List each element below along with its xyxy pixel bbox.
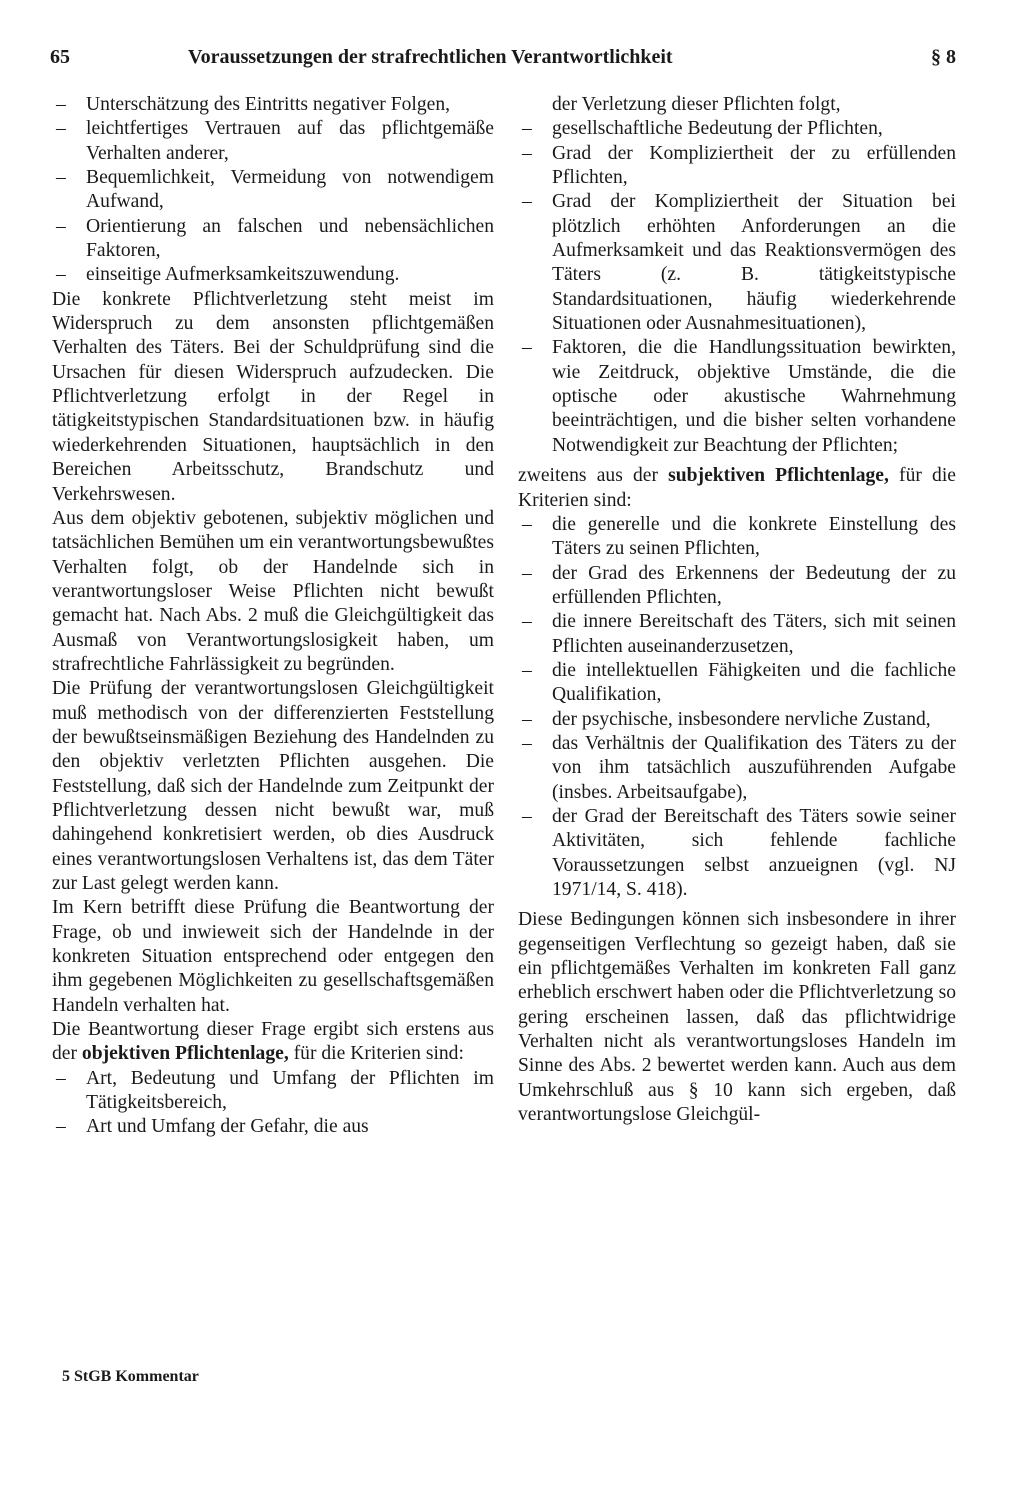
running-title: Voraussetzungen der strafrechtlichen Verantwortlichkeit: [188, 46, 673, 68]
list-item: – Grad der Kompliziertheit der zu erfüllenden Pflichten,: [518, 142, 956, 191]
list-item: – Art, Bedeutung und Umfang der Pflichten im Tätigkeitsbereich,: [52, 1067, 494, 1116]
list-item: – leichtfertiges Vertrauen auf das pflichtgemäße Verhalten anderer,: [52, 117, 494, 166]
list-item: – Grad der Kompliziertheit der Situation bei plötzlich erhöhten Anforderungen an die Aufmerksamkeit und das Reaktionsvermögen des Täters (z. B. tätigkeitstypische Standardsituationen, häufig wiederkehrende Situationen oder Ausnahmesituationen),: [518, 190, 956, 336]
list-item: – das Verhältnis der Qualifikation des Täters zu der von ihm tatsächlich auszuführenden Aufgabe (insbes. Arbeitsaufgabe),: [518, 732, 956, 805]
paragraph: Aus dem objektiv gebotenen, subjektiv möglichen und tatsächlichen Bemühen um ein verantwortungsbewußtes Verhalten folgt, ob der Handelnde sich in verantwortungsloser Weise Pflichten nicht bewußt gemacht hat. Nach Abs. 2 muß die Gleichgültigkeit das Ausmaß von Verantwortungslosigkeit haben, um strafrechtliche Fahrlässigkeit zu begründen.: [52, 507, 494, 675]
list-item: – der psychische, insbesondere nervliche Zustand,: [518, 708, 956, 732]
paragraph: Die konkrete Pflichtverletzung steht meist im Widerspruch zu dem ansonsten pflichtgemäßen Verhalten des Täters. Bei der Schuldprüfung sind die Ursachen für diesen Widerspruch aufzudecken. Die Pflichtverletzung erfolgt in der Regel in tätigkeitstypischen Standardsituationen bzw. in häufig wiederkehrenden Situationen, hauptsächlich in den Bereichen Arbeitsschutz, Brandschutz und Verkehrswesen.: [52, 288, 494, 505]
paragraph-text: für die Kriterien sind:: [288, 1043, 464, 1065]
list-item: – die generelle und die konkrete Einstellung des Täters zu seinen Pflichten,: [518, 513, 956, 562]
paragraph: Diese Bedingungen können sich insbesondere in ihrer gegenseitigen Verflechtung so gezeigt haben, daß sie ein pflichtgemäßes Verhalten im konkreten Fall ganz erheblich erschwert haben oder die Pflichtverletzung so gering erscheinen lassen, daß das pflichtwidrige Verhalten nicht als verantwortungsloses Handeln im Sinne des Abs. 2 bewertet werden kann. Auch aus dem Umkehrschluß aus § 10 kann sich ergeben, daß verantwortungslose Gleichgül-: [518, 909, 956, 1126]
paragraph: [518, 464, 956, 513]
paragraph-text: Die Beantwortung dieser Frage ergibt sich erstens aus der: [52, 1019, 494, 1065]
page-number: 65: [50, 46, 70, 68]
list-item: – gesellschaftliche Bedeutung der Pflichten,: [518, 117, 956, 141]
left-column: [52, 93, 494, 1140]
section-marker: § 8: [931, 46, 956, 68]
list-item: – Faktoren, die die Handlungssituation bewirkten, wie Zeitdruck, objektive Umstände, die die optische oder akustische Wahrnehmung beeinträchtigen, und die bisher selten vorhandene Notwendigkeit zur Beachtung der Pflichten;: [518, 336, 956, 458]
right-column: [518, 93, 956, 1127]
list-item: – die innere Bereitschaft des Täters, sich mit seinen Pflichten auseinanderzusetzen,: [518, 610, 956, 659]
paragraph-text: für die Kriterien sind:: [518, 465, 956, 511]
list-item: – Art und Umfang der Gefahr, die aus: [52, 1115, 494, 1139]
list-item: – die intellektuellen Fähigkeiten und die fachliche Qualifikation,: [518, 659, 956, 708]
paragraph: Die Prüfung der verantwortungslosen Gleichgültigkeit muß methodisch von der differenzierten Feststellung der bewußtseinsmäßigen Beziehung des Handelnden zu den objektiv verletzten Pflichten ausgehen. Die Feststellung, daß sich der Handelnde zum Zeitpunkt der Pflichtverletzung dessen nicht bewußt war, muß dahingehend konkretisiert werden, ob dies Ausdruck eines verantwortungslosen Verhaltens ist, das dem Täter zur Last gelegt werden kann.: [52, 678, 494, 894]
list-item: – Bequemlichkeit, Vermeidung von notwendigem Aufwand,: [52, 166, 494, 215]
list-item: – Orientierung an falschen und nebensächlichen Faktoren,: [52, 215, 494, 264]
list-item: – Unterschätzung des Eintritts negativer Folgen,: [52, 93, 494, 117]
emphasis: objektiven Pflichtenlage,: [81, 1043, 289, 1065]
page-header: [50, 42, 956, 78]
list-item: – der Grad des Erkennens der Bedeutung der zu erfüllenden Pflichten,: [518, 562, 956, 611]
list-item: – der Grad der Bereitschaft des Täters sowie seiner Aktivitäten, sich fehlende fachliche Voraussetzungen selbst anzueignen (vgl. NJ 1971/14, S. 418).: [518, 805, 956, 902]
list-item: – einseitige Aufmerksamkeitszuwendung.: [52, 263, 494, 287]
paragraph-text: zweitens aus der: [518, 465, 669, 487]
emphasis: subjektiven Pflichtenlage,: [668, 465, 889, 487]
paragraph: [52, 1018, 494, 1067]
list-item-continuation: der Verletzung dieser Pflichten folgt,: [552, 94, 841, 115]
page-footer: 5 StGB Kommentar: [62, 1368, 199, 1385]
paragraph: Im Kern betrifft diese Prüfung die Beantwortung der Frage, ob und inwieweit sich der Handelnde in der konkreten Situation entsprechend oder entgegen den ihm gegebenen Möglichkeiten zu gesellschaftsgemäßen Handeln verhalten hat.: [52, 897, 494, 1016]
